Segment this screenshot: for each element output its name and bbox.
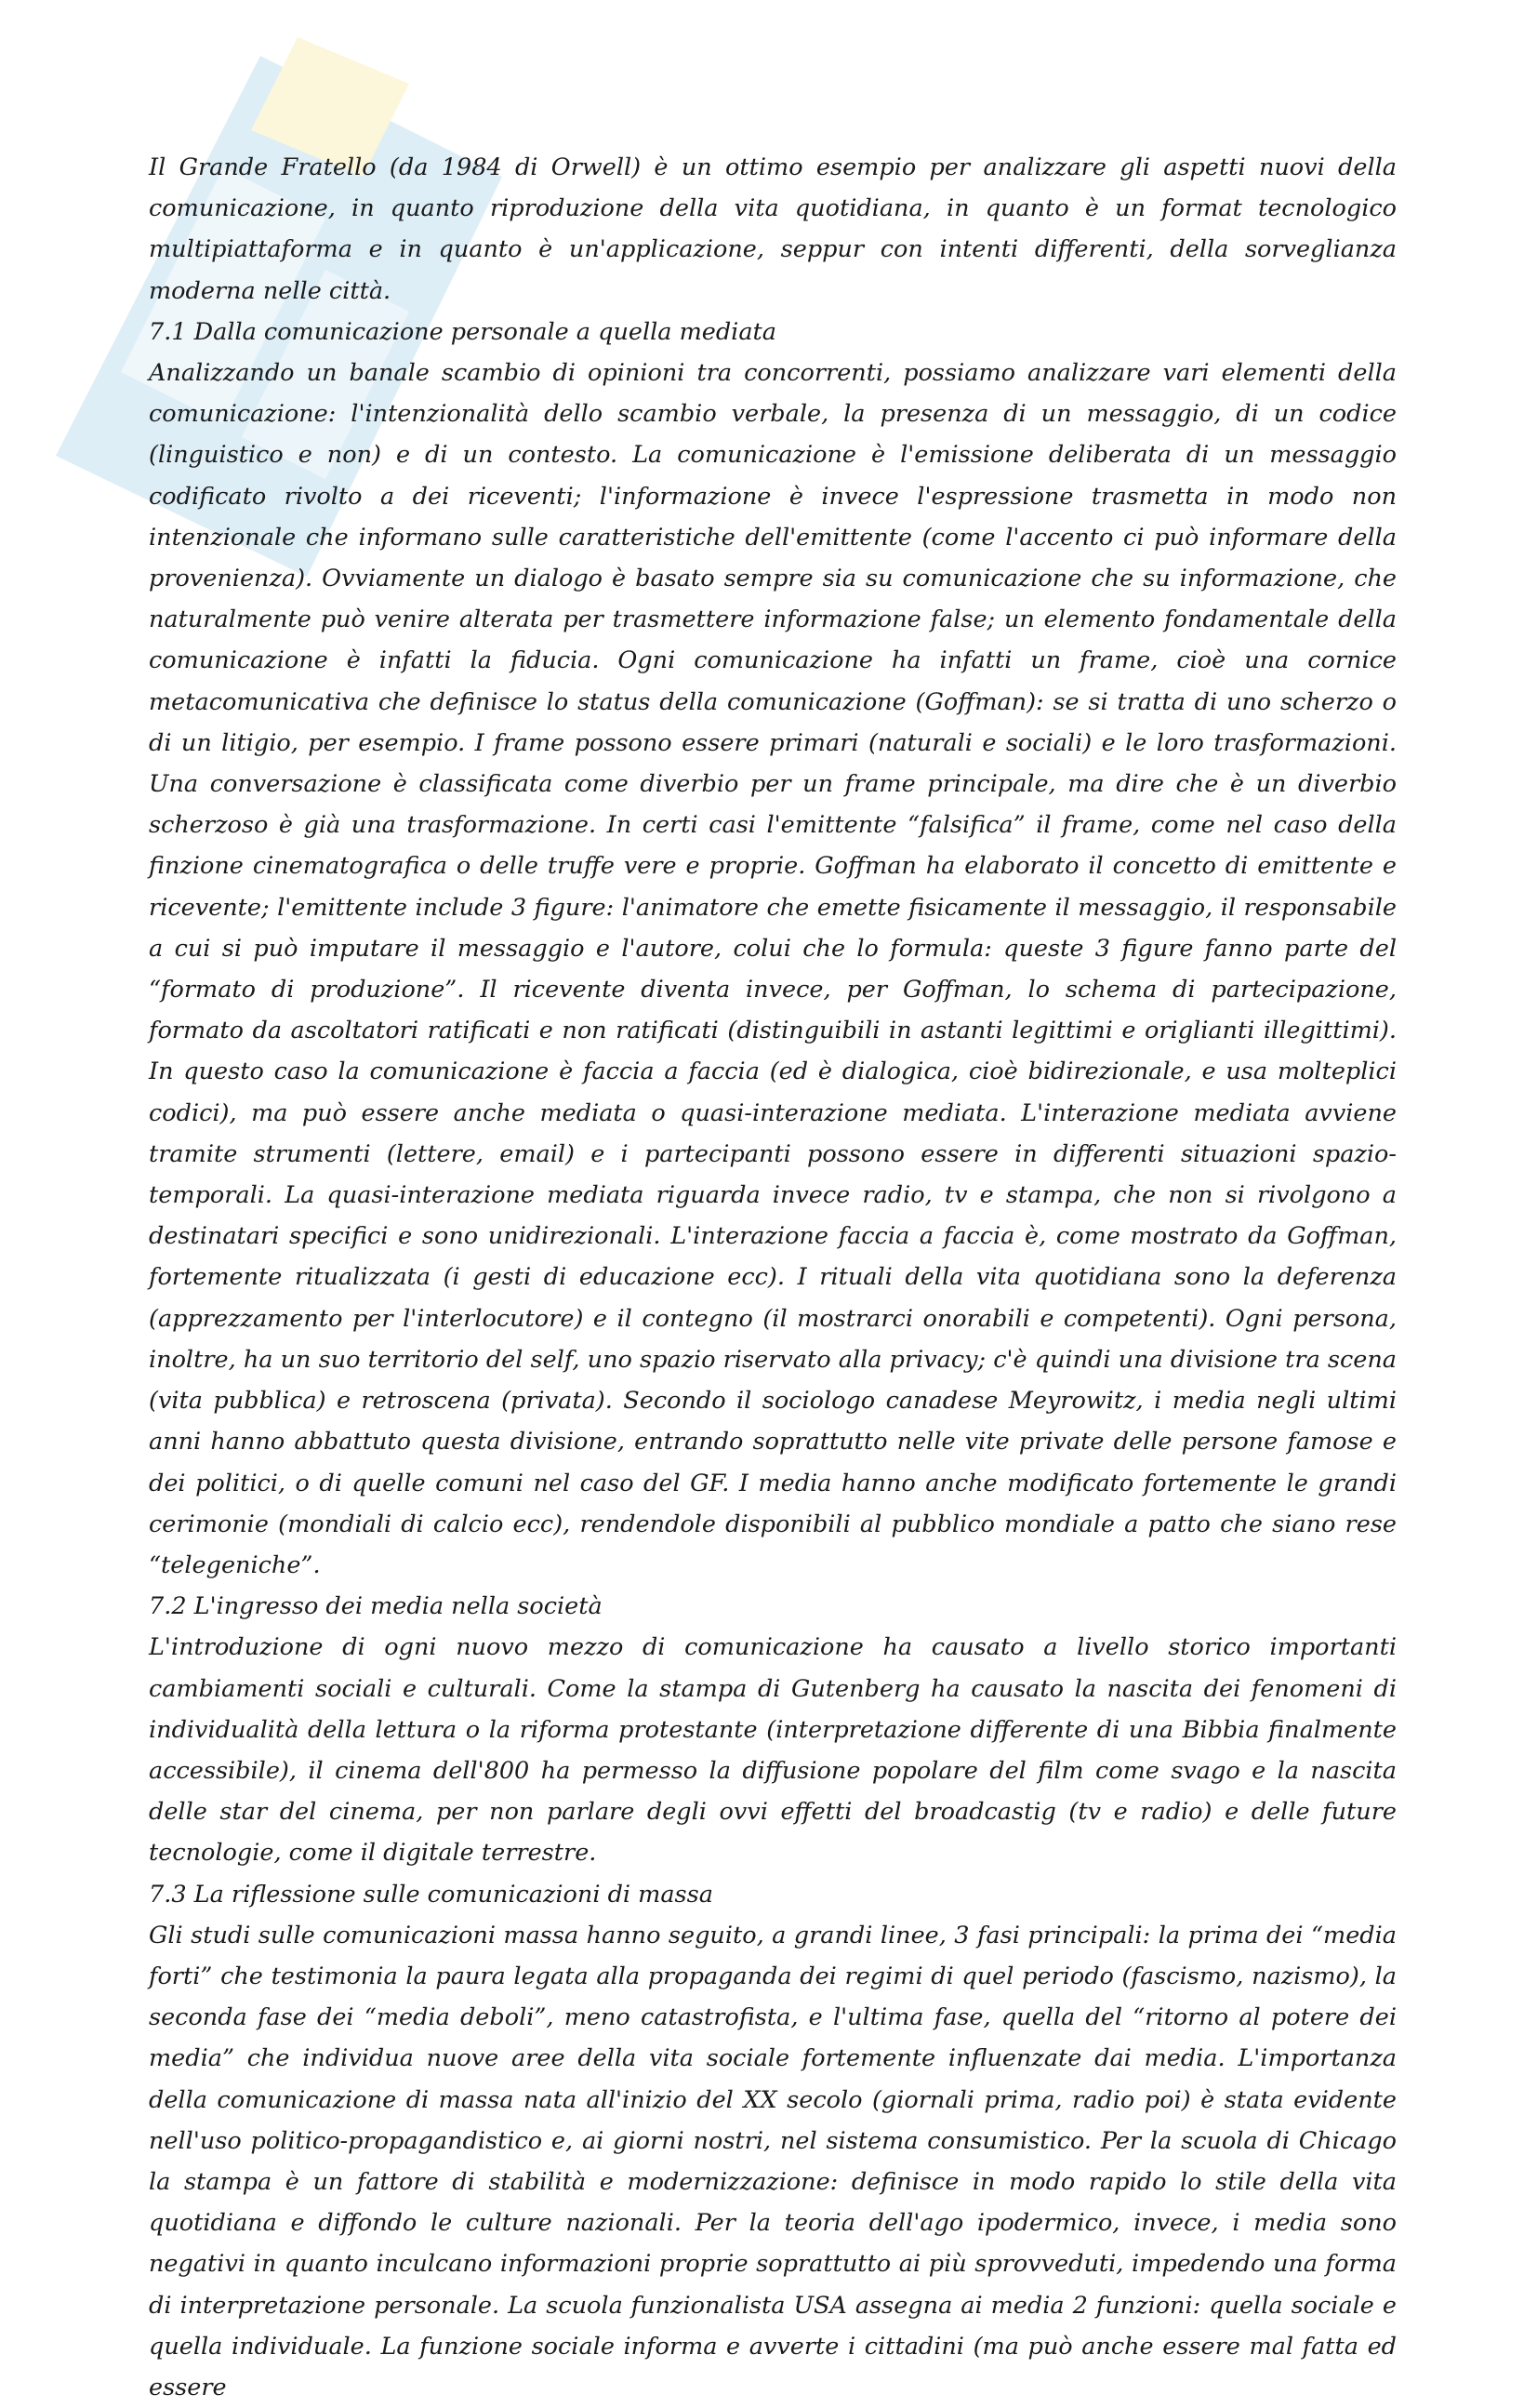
paragraph: Gli studi sulle comunicazioni massa hanno seguito, a grandi linee, 3 fasi principali: la prima dei “media forti” che testimonia la paura legata alla propaganda dei regimi di quel periodo (fascismo, nazismo), la seconda fase dei “media deboli”, meno catastrofista, e l'ultima fase, quella del “ritorno al potere dei media” che individua nuove aree della vita sociale fortemente influenzate dai media. L'importanza della comunicazione di massa nata all'inizio del XX secolo (giornali prima, radio poi) è stata evidente nell'uso politico-propagandistico e, ai giorni nostri, nel sistema consumistico. Per la scuola di Chicago la stampa è un fattore di stabilità e modernizzazione: definisce in modo rapido lo stile della vita quotidiana e diffondo le culture nazionali. Per la teoria dell'ago ipodermico, invece, i media sono negativi in quanto inculcano informazioni proprie soprattutto ai più sprovveduti, impedendo una forma di interpretazione personale. La scuola funzionalista USA assegna ai media 2 funzioni: quella sociale e quella individuale. La funzione sociale informa e avverte i cittadini (ma può anche essere mal fatta ed essere	[149, 1921, 1397, 2401]
intro-section	[149, 147, 1397, 312]
paragraph: Analizzando un banale scambio di opinioni tra concorrenti, possiamo analizzare vari elementi della comunicazione: l'intenzionalità dello scambio verbale, la presenza di un messaggio, di un codice (linguistico e non) e di un contesto. La comunicazione è l'emissione deliberata di un messaggio codificato rivolto a dei riceventi; l'informazione è invece l'espressione trasmetta in modo non intenzionale che informano sulle caratteristiche dell'emittente (come l'accento ci può informare della provenienza). Ovviamente un dialogo è basato sempre sia su comunicazione che su informazione, che naturalmente può venire alterata per trasmettere informazione false; un elemento fondamentale della comunicazione è infatti la fiducia. Ogni comunicazione ha infatti un frame, cioè una cornice metacomunicativa che definisce lo status della comunicazione (Goffman): se si tratta di uno scherzo o di un litigio, per esempio. I frame possono essere primari (naturali e sociali) e le loro trasformazioni. Una conversazione è classificata come diverbio per un frame principale, ma dire che è un diverbio scherzoso è già una trasformazione. In certi casi l'emittente “falsifica” il frame, come nel caso della finzione cinematografica o delle truffe vere e proprie. Goffman ha elaborato il concetto di emittente e ricevente; l'emittente include 3 figure: l'animatore che emette fisicamente il messaggio, il responsabile a cui si può imputare il messaggio e l'autore, colui che lo formula: queste 3 figure fanno parte del “formato di produzione”. Il ricevente diventa invece, per Goffman, lo schema di partecipazione, formato da ascoltatori ratificati e non ratificati (distinguibili in astanti legittimi e origlianti illegittimi). In questo caso la comunicazione è faccia a faccia (ed è dialogica, cioè bidirezionale, e usa molteplici codici), ma può essere anche mediata o quasi-interazione mediata. L'interazione mediata avviene tramite strumenti (lettere, email) e i partecipanti possono essere in differenti situazioni spazio-temporali. La quasi-interazione mediata riguarda invece radio, tv e stampa, che non si rivolgono a destinatari specifici e sono unidirezionali. L'interazione faccia a faccia è, come mostrato da Goffman, fortemente ritualizzata (i gesti di educazione ecc). I rituali della vita quotidiana sono la deferenza (apprezzamento per l'interlocutore) e il contegno (il mostrarci onorabili e competenti). Ogni persona, inoltre, ha un suo territorio del self, uno spazio riservato alla privacy; c'è quindi una divisione tra scena (vita pubblica) e retroscena (privata). Secondo il sociologo canadese Meyrowitz, i media negli ultimi anni hanno abbattuto questa divisione, entrando soprattutto nelle vite private delle persone famose e dei politici, o di quelle comuni nel caso del GF. I media hanno anche modificato fortemente le grandi cerimonie (mondiali di calcio ecc), rendendole disponibili al pubblico mondiale a patto che siano rese “telegeniche”.	[149, 359, 1397, 1579]
paragraph: L'introduzione di ogni nuovo mezzo di comunicazione ha causato a livello storico importanti cambiamenti sociali e culturali. Come la stampa di Gutenberg ha causato la nascita dei fenomeni di individualità della lettura o la riforma protestante (interpretazione differente di una Bibbia finalmente accessibile), il cinema dell'800 ha permesso la diffusione popolare del film come svago e la nascita delle star del cinema, per non parlare degli ovvi effetti del broadcastig (tv e radio) e delle future tecnologie, come il digitale terrestre.	[149, 1633, 1397, 1868]
section-7-1	[149, 312, 1397, 1586]
section-heading: 7.1 Dalla comunicazione personale a quella mediata	[149, 317, 776, 346]
paragraph: Il Grande Fratello (da 1984 di Orwell) è un ottimo esempio per analizzare gli aspetti nuovi della comunicazione, in quanto riproduzione della vita quotidiana, in quanto è un format tecnologico multipiattaforma e in quanto è un'applicazione, seppur con intenti differenti, della sorveglianza moderna nelle città.	[149, 153, 1397, 305]
section-heading: 7.3 La riflessione sulle comunicazioni di massa	[149, 1880, 713, 1909]
document-body	[149, 147, 1397, 2408]
section-heading: 7.2 L'ingresso dei media nella società	[149, 1592, 603, 1621]
section-7-3	[149, 1874, 1397, 2408]
section-7-2	[149, 1586, 1397, 1873]
